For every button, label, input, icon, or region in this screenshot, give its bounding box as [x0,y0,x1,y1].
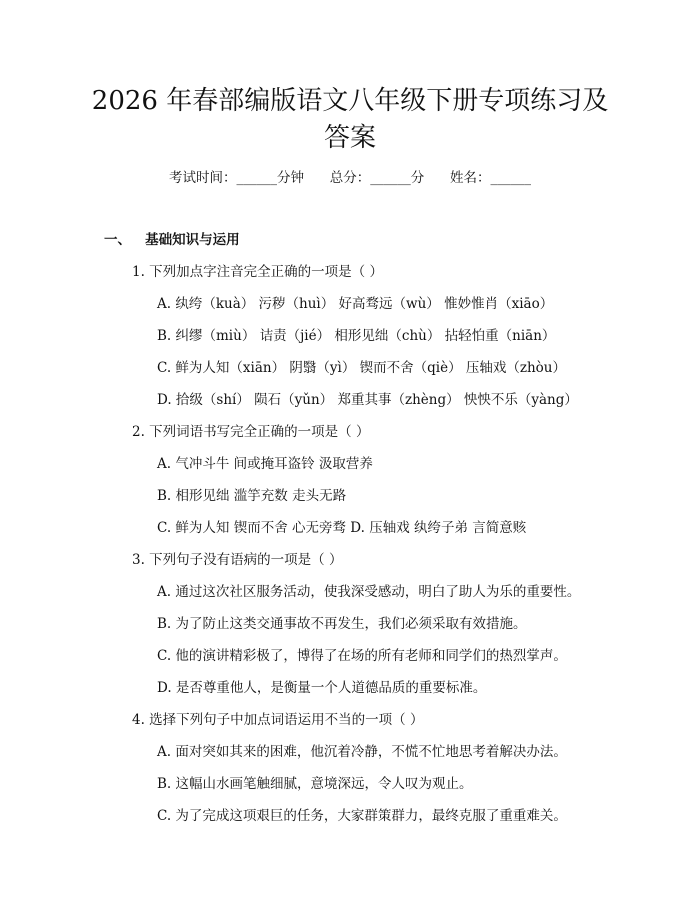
question-2-stem: 2. 下列词语书写完全正确的一项是（ ） [132,424,370,440]
question-3-option-d: D. 是否尊重他人，是衡量一个人道德品质的重要标准。 [157,680,487,696]
question-2-option-b: B. 相形见绌 滥竽充数 走头无路 [157,488,347,504]
question-3-option-c: C. 他的演讲精彩极了，博得了在场的所有老师和同学们的热烈掌声。 [157,648,567,664]
question-2-option-a: A. 气冲斗牛 间或掩耳盗铃 汲取营养 [157,456,373,472]
exam-info-line: 考试时间：______分钟 总分：______分 姓名：______ [169,170,531,186]
document-title-line-2: 答案 [323,123,376,153]
question-4-option-c: C. 为了完成这项艰巨的任务，大家群策群力，最终克服了重重难关。 [157,808,567,824]
question-4-option-a: A. 面对突如其来的困难，他沉着冷静，不慌不忙地思考着解决办法。 [157,744,567,760]
document-title-line-1: 2026 年春部编版语文八年级下册专项练习及 [91,86,609,116]
question-1-stem: 1. 下列加点字注音完全正确的一项是（ ） [132,264,383,280]
section-heading: 一、 基础知识与运用 [104,232,240,248]
question-3-option-b: B. 为了防止这类交通事故不再发生，我们必须采取有效措施。 [157,616,527,632]
question-1-option-a: A. 纨绔（kuà） 污秽（huì） 好高骛远（wù） 惟妙惟肖（xiāo） [157,296,554,312]
question-4-stem: 4. 选择下列句子中加点词语运用不当的一项（ ） [132,712,424,728]
question-3-stem: 3. 下列句子没有语病的一项是（ ） [132,552,343,568]
question-1-option-b: B. 纠缪（miù） 诘责（jié） 相形见绌（chù） 拈轻怕重（niān） [157,328,556,344]
question-1-option-d: D. 拾级（shí） 陨石（yǔn） 郑重其事（zhèng） 怏怏不乐（yàng） [157,392,578,408]
question-2-option-c-d: C. 鲜为人知 锲而不舍 心无旁骛 D. 压轴戏 纨绔子弟 言简意赅 [157,520,527,536]
question-1-option-c: C. 鲜为人知（xiān） 阴翳（yì） 锲而不舍（qiè） 压轴戏（zhòu） [157,360,567,376]
question-4-option-b: B. 这幅山水画笔触细腻，意境深远，令人叹为观止。 [157,776,473,792]
question-3-option-a: A. 通过这次社区服务活动，使我深受感动，明白了助人为乐的重要性。 [157,584,581,600]
